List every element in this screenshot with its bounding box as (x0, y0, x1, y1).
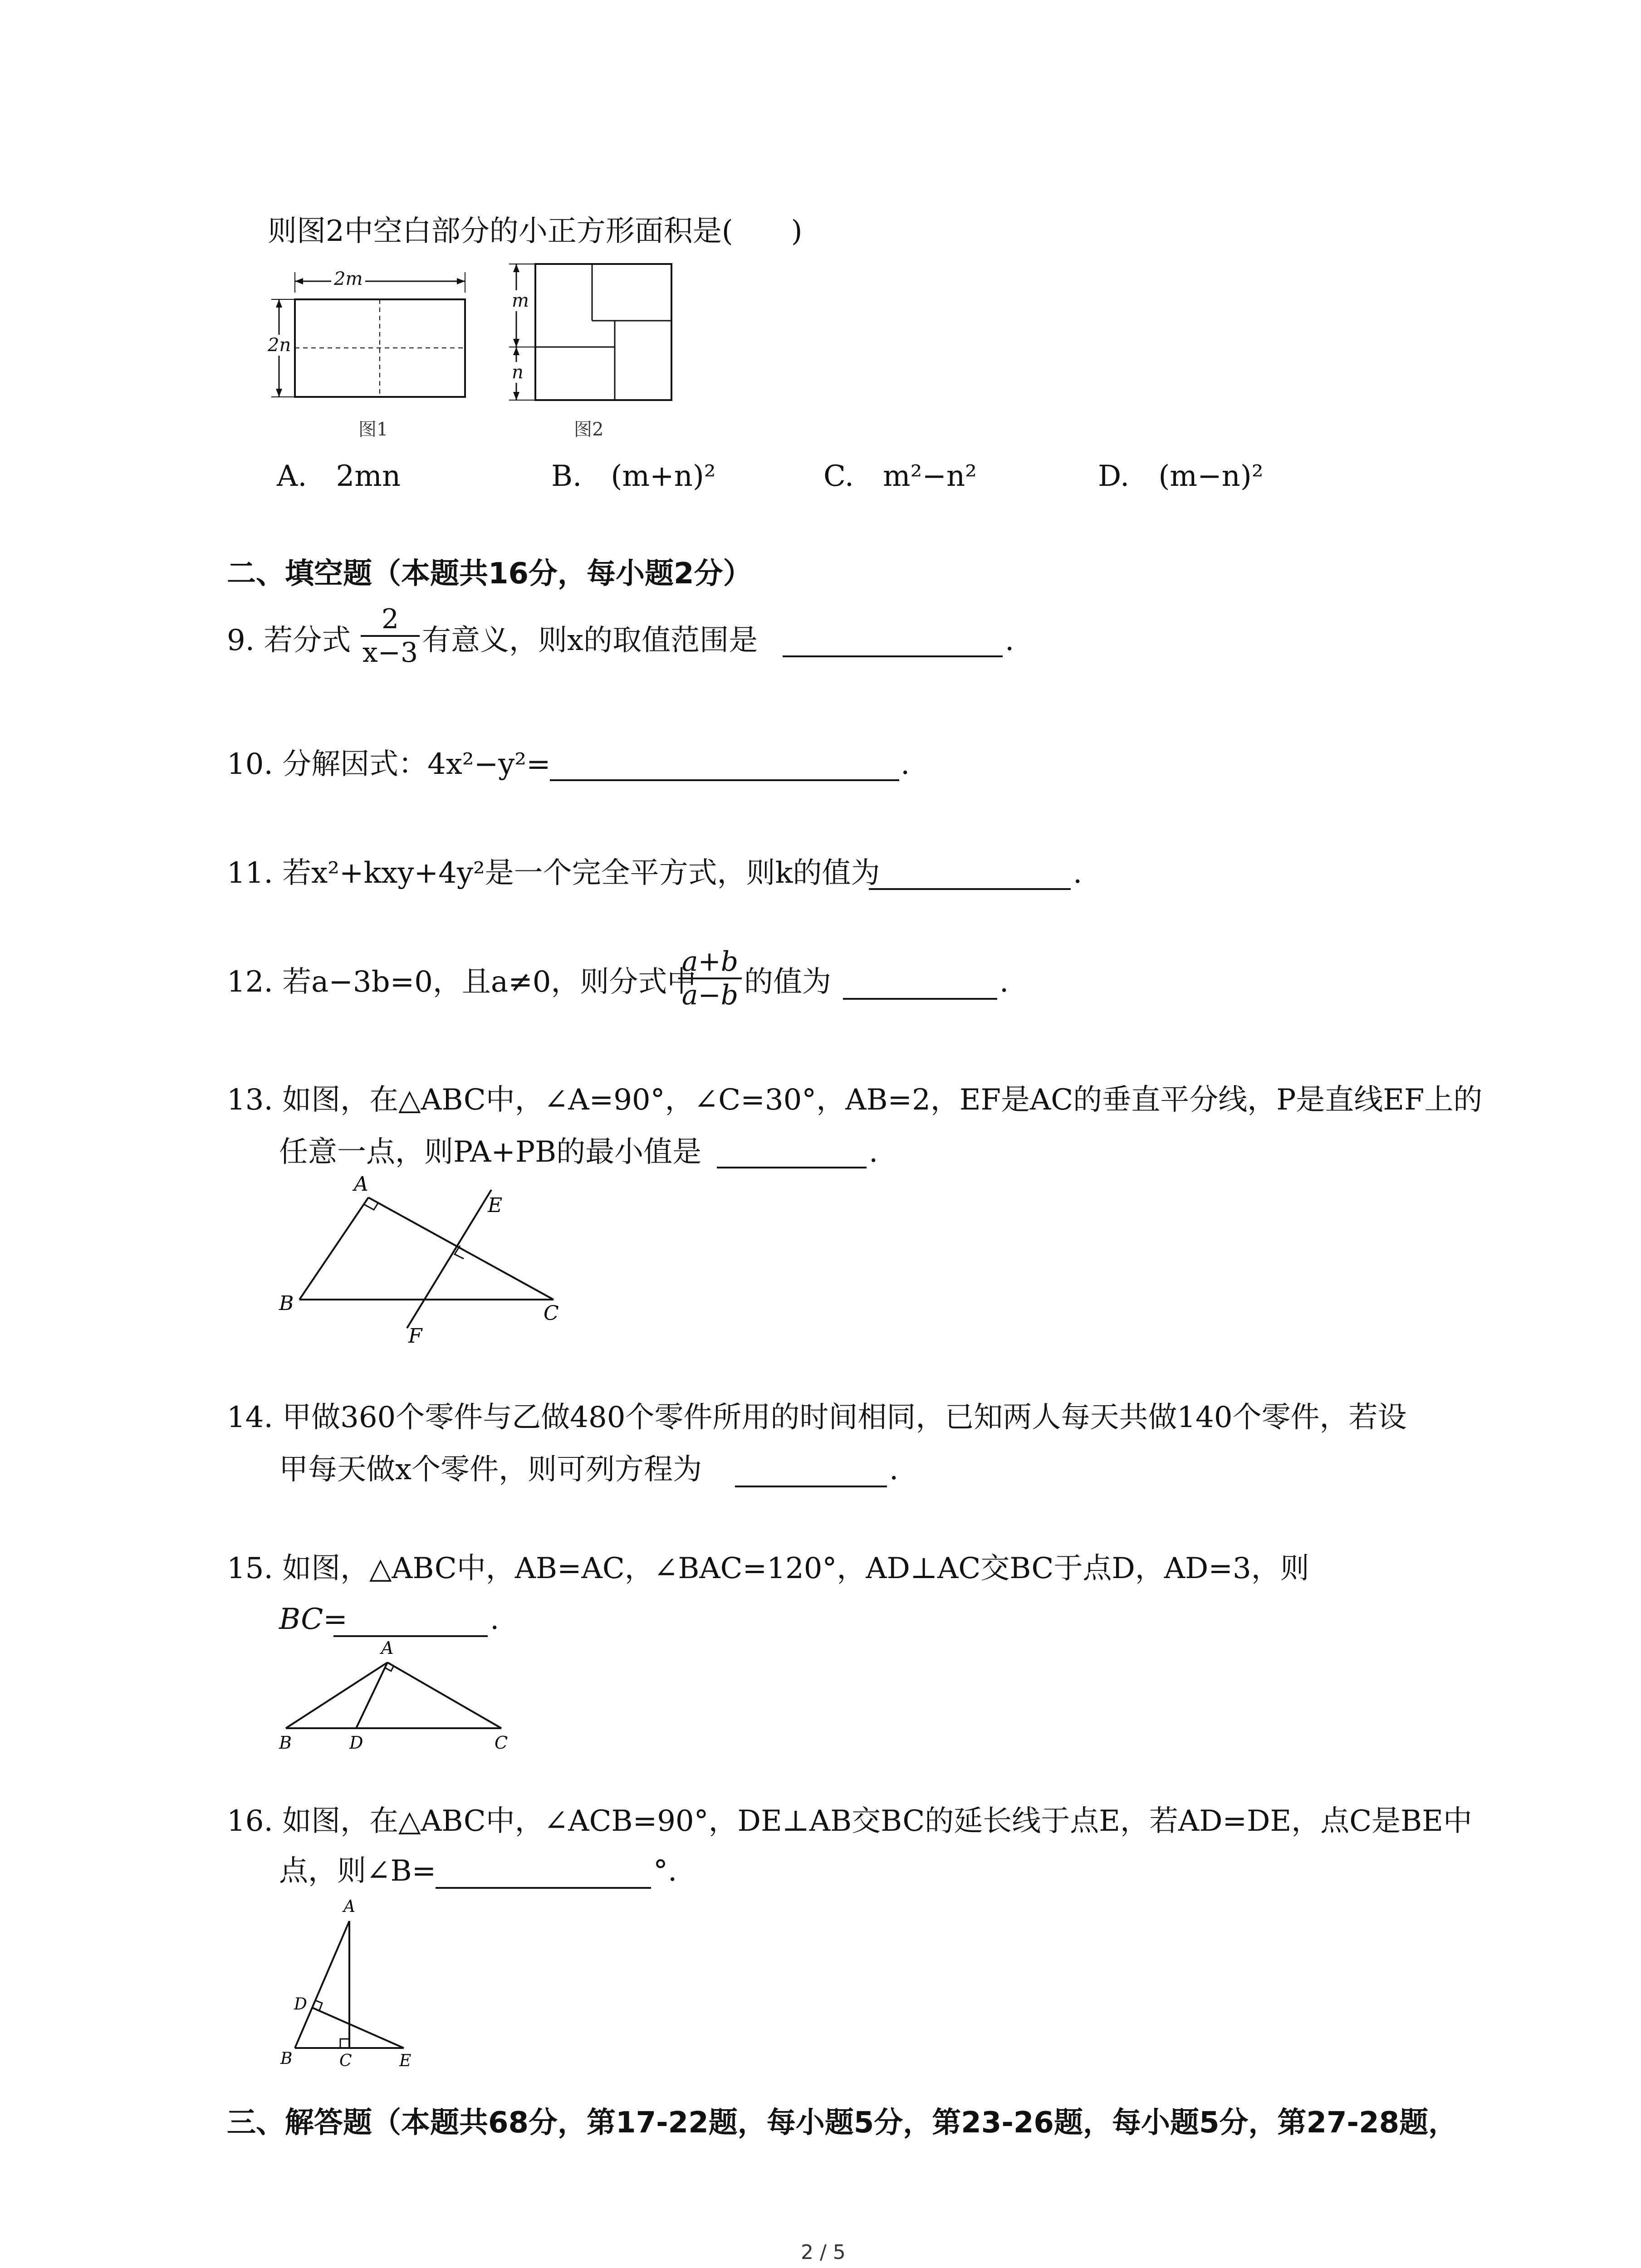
q13-answer-blank[interactable] (717, 1167, 867, 1168)
q15-label-d: D (349, 1733, 363, 1753)
q13-label-a: A (354, 1173, 368, 1196)
q15-label-a: A (381, 1638, 394, 1658)
fig2-label-n: n (512, 362, 524, 383)
q16-triangle-figure (272, 1892, 445, 2073)
q9-numerator: 2 (381, 603, 399, 635)
section-3-title: 三、解答题（本题共68分，第17-22题，每小题5分，第23-26题，每小题5分，第27-28题， (227, 2106, 1458, 2140)
q15-label-b: B (279, 1733, 292, 1753)
q8-option-c: C. m²−n² (823, 459, 977, 493)
q14-line-1: 14. 甲做360个零件与乙做480个零件所用的时间相同，已知两人每天共做140个零件，若设 (227, 1401, 1407, 1434)
q15-triangle-figure (272, 1637, 526, 1755)
q16-label-a: A (343, 1897, 355, 1916)
q16-label-c: C (339, 2052, 352, 2070)
q16-degree-period: °. (653, 1854, 677, 1888)
q11-answer-blank[interactable] (869, 888, 1071, 890)
q9-answer-blank[interactable] (783, 655, 1003, 657)
q9-fraction (361, 603, 420, 669)
q16-line-2: 点，则∠B= (279, 1854, 436, 1888)
q15-answer-blank[interactable] (333, 1635, 488, 1637)
q13-period: . (869, 1135, 878, 1169)
q10-text: 10. 分解因式：4x²−y²= (227, 748, 551, 781)
q9-period: . (1005, 624, 1014, 657)
q14-line-2: 甲每天做x个零件，则可列方程为 (279, 1453, 702, 1486)
q12-denominator: a−b (678, 978, 742, 1011)
q12-prefix: 12. 若a−3b=0，且a≠0，则分式中 (227, 965, 696, 999)
q15-line-2: BC= (279, 1603, 348, 1636)
q8-figure-2 (504, 259, 685, 408)
q13-label-c: C (544, 1302, 559, 1325)
q12-suffix: 的值为 (744, 965, 831, 999)
fig1-label-2m: 2m (331, 269, 365, 289)
q14-period: . (889, 1453, 899, 1486)
q12-fraction (678, 946, 742, 1011)
q16-label-d: D (294, 1995, 307, 2014)
q9-prefix: 9. 若分式 (227, 624, 351, 657)
q8-option-a: A. 2mn (277, 459, 401, 493)
q8-stem: 则图2中空白部分的小正方形面积是( ) (268, 215, 803, 248)
q13-line-1: 13. 如图，在△ABC中，∠A=90°，∠C=30°，AB=2，EF是AC的垂直平分线，P是直线EF上的 (227, 1083, 1483, 1117)
q11-period: . (1073, 856, 1083, 890)
q16-label-b: B (280, 2049, 293, 2068)
fig1-label-2n: 2n (268, 335, 291, 356)
q13-line-2: 任意一点，则PA+PB的最小值是 (279, 1135, 702, 1169)
q15-line-1: 15. 如图，△ABC中，AB=AC，∠BAC=120°，AD⊥AC交BC于点D，AD=3，则 (227, 1552, 1309, 1585)
fig2-caption: 图2 (574, 419, 604, 440)
q9-denominator: x−3 (361, 635, 420, 669)
q13-label-e: E (488, 1194, 503, 1217)
q15-label-c: C (495, 1733, 508, 1753)
q8-option-b: B. (m+n)² (551, 459, 716, 493)
q13-label-b: B (279, 1292, 294, 1315)
q12-answer-blank[interactable] (843, 998, 997, 1000)
fig2-label-m: m (512, 290, 529, 311)
q9-suffix: 有意义，则x的取值范围是 (422, 624, 758, 657)
q12-period: . (999, 965, 1009, 999)
q10-answer-blank[interactable] (550, 779, 899, 781)
q10-period: . (901, 748, 910, 781)
section-2-title: 二、填空题（本题共16分，每小题2分） (227, 557, 752, 591)
q8-option-d: D. (m−n)² (1098, 459, 1264, 493)
q11-text: 11. 若x²+kxy+4y²是一个完全平方式，则k的值为 (227, 856, 880, 890)
fig1-caption: 图1 (358, 419, 388, 440)
q13-label-f: F (408, 1325, 422, 1348)
q15-period: . (490, 1603, 500, 1636)
q12-numerator: a+b (681, 946, 739, 978)
q14-answer-blank[interactable] (735, 1486, 887, 1487)
page-number: 2 / 5 (801, 2241, 846, 2264)
q13-triangle-figure (272, 1166, 590, 1356)
q16-line-1: 16. 如图，在△ABC中，∠ACB=90°，DE⊥AB交BC的延长线于点E，若AD=DE，点C是BE中 (227, 1804, 1472, 1838)
q16-answer-blank[interactable] (436, 1887, 651, 1889)
q16-label-e: E (399, 2052, 411, 2070)
